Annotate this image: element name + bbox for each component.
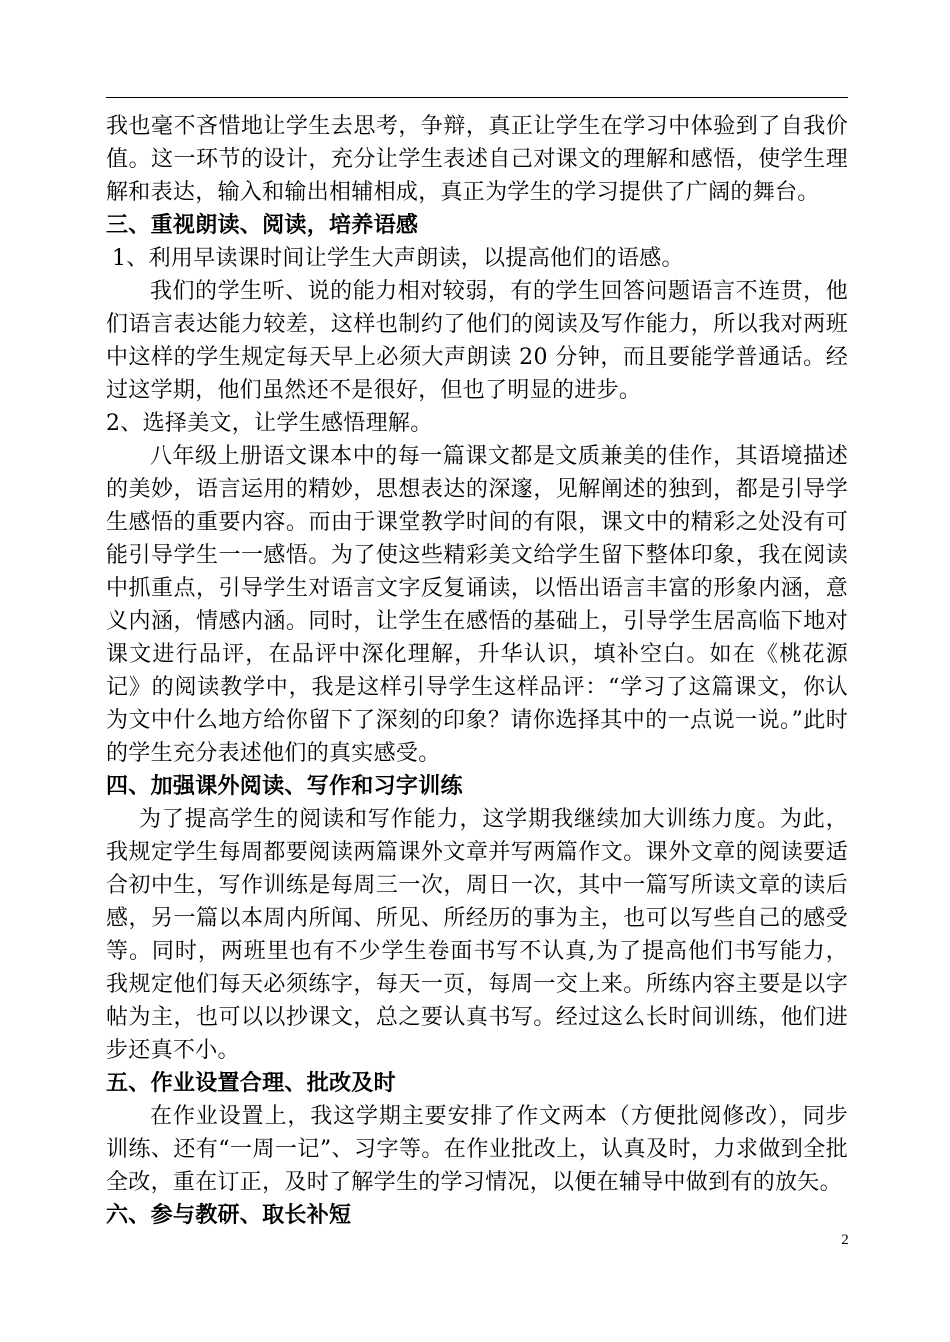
paragraph: 2、选择美文，让学生感悟理解。 <box>106 411 433 436</box>
section-heading: 六、参与教研、取长补短 <box>106 1203 352 1228</box>
section-heading: 四、加强课外阅读、写作和习字训练 <box>106 774 463 799</box>
paragraph: 1、利用早读课时间让学生大声朗读，以提高他们的语感。 <box>112 246 684 271</box>
document-body <box>106 110 848 1232</box>
paragraph: 我们的学生听、说的能力相对较弱，有的学生回答问题语言不连贯，他们语言表达能力较差，这样也制约了他们的阅读及写作能力，所以我对两班中这样的学生规定每天早上必须大声朗读 20 分钟，而且要能学普通话。经过这学期，他们虽然还不是很好，但也了明显的进步。 <box>106 279 848 403</box>
section-heading: 五、作业设置合理、批改及时 <box>106 1071 396 1096</box>
paragraph: 在作业设置上，我这学期主要安排了作文两本（方便批阅修改），同步训练、还有“一周一记”、习字等。在作业批改上，认真及时，力求做到全批全改，重在订正，及时了解学生的学习情况，以便在辅导中做到有的放矢。 <box>106 1104 848 1195</box>
section-heading: 三、重视朗读、阅读，培养语感 <box>106 213 419 238</box>
paragraph: 八年级上册语文课本中的每一篇课文都是文质兼美的佳作，其语境描述的美妙，语言运用的精妙，思想表达的深邃，见解阐述的独到，都是引导学生感悟的重要内容。而由于课堂教学时间的有限，课文中的精彩之处没有可能引导学生一一感悟。为了使这些精彩美文给学生留下整体印象，我在阅读中抓重点，引导学生对语言文字反复诵读，以悟出语言丰富的形象内涵，意义内涵，情感内涵。同时，让学生在感悟的基础上，引导学生居高临下地对课文进行品评，在品评中深化理解，升华认识，填补空白。如在《桃花源记》的阅读教学中，我是这样引导学生这样品评：“学习了这篇课文，你认为文中什么地方给你留下了深刻的印象？请你选择其中的一点说一说。”此时的学生充分表述他们的真实感受。 <box>106 444 848 766</box>
paragraph: 我也毫不吝惜地让学生去思考，争辩，真正让学生在学习中体验到了自我价值。这一环节的设计，充分让学生表述自己对课文的理解和感悟，使学生理解和表达，输入和输出相辅相成，真正为学生的学习提供了广阔的舞台。 <box>106 114 848 205</box>
page-number: 2 <box>841 1232 849 1248</box>
header-rule <box>106 97 848 98</box>
paragraph: 为了提高学生的阅读和写作能力，这学期我继续加大训练力度。为此，我规定学生每周都要阅读两篇课外文章并写两篇作文。课外文章的阅读要适合初中生，写作训练是每周三一次，周日一次，其中一篇写所读文章的读后感，另一篇以本周内所闻、所见、所经历的事为主，也可以写些自己的感受等。同时，两班里也有不少学生卷面书写不认真,为了提高他们书写能力，我规定他们每天必须练字，每天一页，每周一交上来。所练内容主要是以字帖为主，也可以以抄课文，总之要认真书写。经过这么长时间训练，他们进步还真不小。 <box>106 807 848 1063</box>
